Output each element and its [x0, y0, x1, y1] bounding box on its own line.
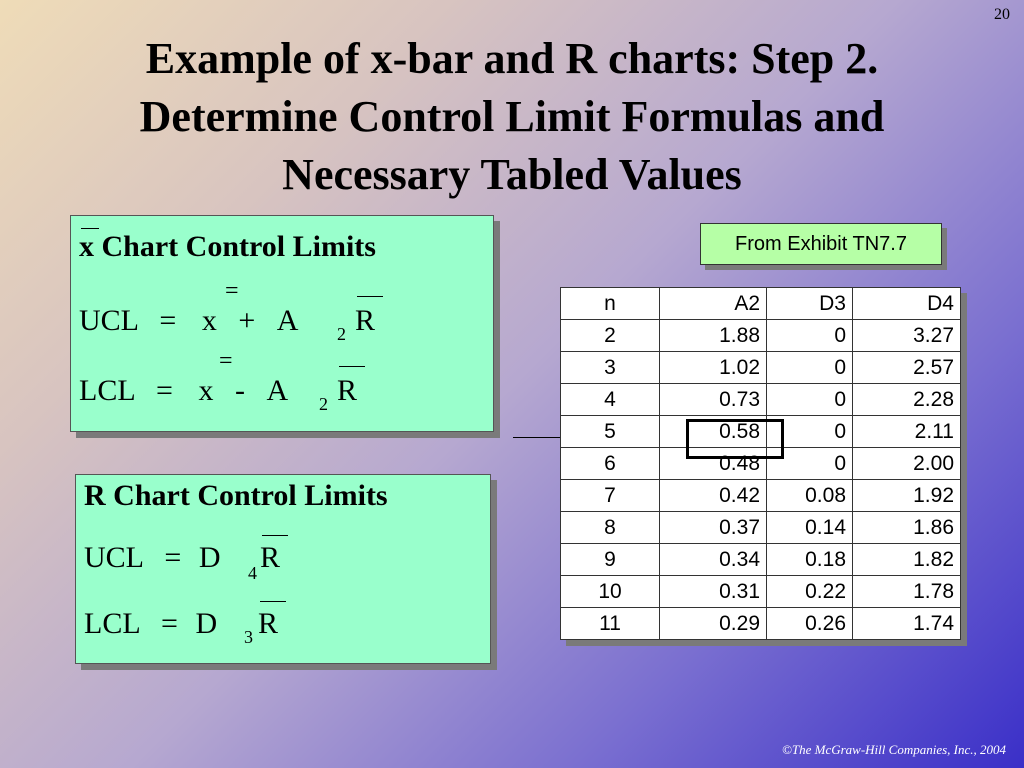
- header-d3: D3: [767, 288, 853, 320]
- x-lcl-sub: 2: [319, 394, 328, 414]
- table-header-row: [561, 288, 961, 320]
- table-row: [561, 352, 961, 384]
- table-cell: 0.31: [660, 576, 767, 608]
- table-cell: 0.42: [660, 480, 767, 512]
- r-chart-heading: R Chart Control Limits: [84, 479, 388, 512]
- table-cell: 3.27: [853, 320, 961, 352]
- x-chart-heading: x Chart Control Limits: [79, 230, 376, 263]
- copyright-footer: ©The McGraw-Hill Companies, Inc., 2004: [782, 742, 1006, 757]
- table-row: [561, 384, 961, 416]
- factors-table-wrap: [560, 287, 961, 640]
- x-chart-limits-box: [70, 215, 494, 432]
- table-cell: 0.29: [660, 608, 767, 640]
- table-cell: 4: [561, 384, 660, 416]
- table-cell: 0.73: [660, 384, 767, 416]
- table-cell: 11: [561, 608, 660, 640]
- table-cell: 0: [767, 320, 853, 352]
- table-cell: 0.58: [660, 416, 767, 448]
- table-cell: 2.28: [853, 384, 961, 416]
- x-ucl-rbar-overline: [357, 296, 383, 297]
- r-ucl-eq: =: [164, 541, 182, 574]
- slide-title: [20, 30, 1004, 204]
- r-ucl-rbar-overline: [262, 535, 288, 536]
- title-line-3: Necessary Tabled Values: [282, 150, 742, 199]
- table-cell: 3: [561, 352, 660, 384]
- x-lcl-eq: =: [156, 374, 173, 407]
- r-lcl-formula: [84, 607, 217, 641]
- x-ucl-double-bar: =: [225, 278, 239, 304]
- title-line-1: Example of x-bar and R charts: Step 2.: [145, 34, 879, 83]
- x-ucl-xbar: x: [201, 304, 217, 337]
- r-lcl-lhs: LCL: [84, 607, 140, 640]
- page-number: 20: [994, 6, 1010, 23]
- table-cell: 1.86: [853, 512, 961, 544]
- x-lcl-formula: [79, 374, 288, 408]
- x-ucl-op: +: [238, 304, 256, 337]
- table-cell: 0.18: [767, 544, 853, 576]
- x-lcl-double-bar: =: [219, 348, 233, 374]
- exhibit-label: From Exhibit TN7.7: [700, 223, 942, 265]
- x-lcl-rbar-overline: [339, 366, 365, 367]
- x-ucl-lhs: UCL: [79, 304, 138, 337]
- r-lcl-eq: =: [161, 607, 178, 640]
- table-cell: 0.26: [767, 608, 853, 640]
- table-cell: 0.48: [660, 448, 767, 480]
- table-cell: 10: [561, 576, 660, 608]
- r-ucl-r: R: [260, 541, 281, 574]
- x-lcl-coef: A: [266, 374, 289, 407]
- table-cell: 0: [767, 384, 853, 416]
- header-a2: A2: [660, 288, 767, 320]
- table-cell: 2: [561, 320, 660, 352]
- r-lcl-r: R: [258, 607, 279, 640]
- table-cell: 0: [767, 352, 853, 384]
- x-ucl-r: R: [355, 304, 376, 337]
- x-ucl-sub: 2: [337, 324, 346, 344]
- table-cell: 2.00: [853, 448, 961, 480]
- table-row: [561, 608, 961, 640]
- x-ucl-formula: [79, 304, 298, 338]
- table-cell: 6: [561, 448, 660, 480]
- x-bar-overline: [81, 228, 99, 229]
- table-cell: 0: [767, 416, 853, 448]
- table-row: [561, 512, 961, 544]
- table-cell: 7: [561, 480, 660, 512]
- table-cell: 9: [561, 544, 660, 576]
- r-ucl-coef: D: [198, 541, 221, 574]
- table-cell: 5: [561, 416, 660, 448]
- r-ucl-sub: 4: [248, 563, 257, 583]
- r-ucl-formula: [84, 541, 220, 575]
- header-n: n: [561, 288, 660, 320]
- r-lcl-coef: D: [195, 607, 218, 640]
- table-cell: 0.14: [767, 512, 853, 544]
- x-lcl-xbar: x: [198, 374, 214, 407]
- title-line-2: Determine Control Limit Formulas and: [139, 92, 885, 141]
- r-chart-limits-box: [75, 474, 491, 664]
- table-cell: 1.92: [853, 480, 961, 512]
- x-ucl-eq: =: [159, 304, 177, 337]
- table-cell: 1.88: [660, 320, 767, 352]
- x-lcl-op: -: [234, 374, 245, 407]
- table-cell: 1.74: [853, 608, 961, 640]
- table-cell: 8: [561, 512, 660, 544]
- table-cell: 1.82: [853, 544, 961, 576]
- table-cell: 0: [767, 448, 853, 480]
- r-lcl-rbar-overline: [260, 601, 286, 602]
- table-row: [561, 576, 961, 608]
- table-cell: 0.08: [767, 480, 853, 512]
- x-lcl-r: R: [337, 374, 358, 407]
- x-lcl-lhs: LCL: [79, 374, 135, 407]
- table-row: [561, 480, 961, 512]
- highlight-box: [686, 419, 784, 459]
- connector-line: [513, 437, 561, 438]
- table-cell: 2.57: [853, 352, 961, 384]
- header-d4: D4: [853, 288, 961, 320]
- table-cell: 0.22: [767, 576, 853, 608]
- table-cell: 1.78: [853, 576, 961, 608]
- table-cell: 1.02: [660, 352, 767, 384]
- table-cell: 2.11: [853, 416, 961, 448]
- table-cell: 0.37: [660, 512, 767, 544]
- x-ucl-coef: A: [276, 304, 299, 337]
- table-row: [561, 320, 961, 352]
- r-lcl-sub: 3: [244, 627, 253, 647]
- table-row: [561, 544, 961, 576]
- r-ucl-lhs: UCL: [84, 541, 143, 574]
- control-chart-factors-table: [560, 287, 961, 640]
- table-cell: 0.34: [660, 544, 767, 576]
